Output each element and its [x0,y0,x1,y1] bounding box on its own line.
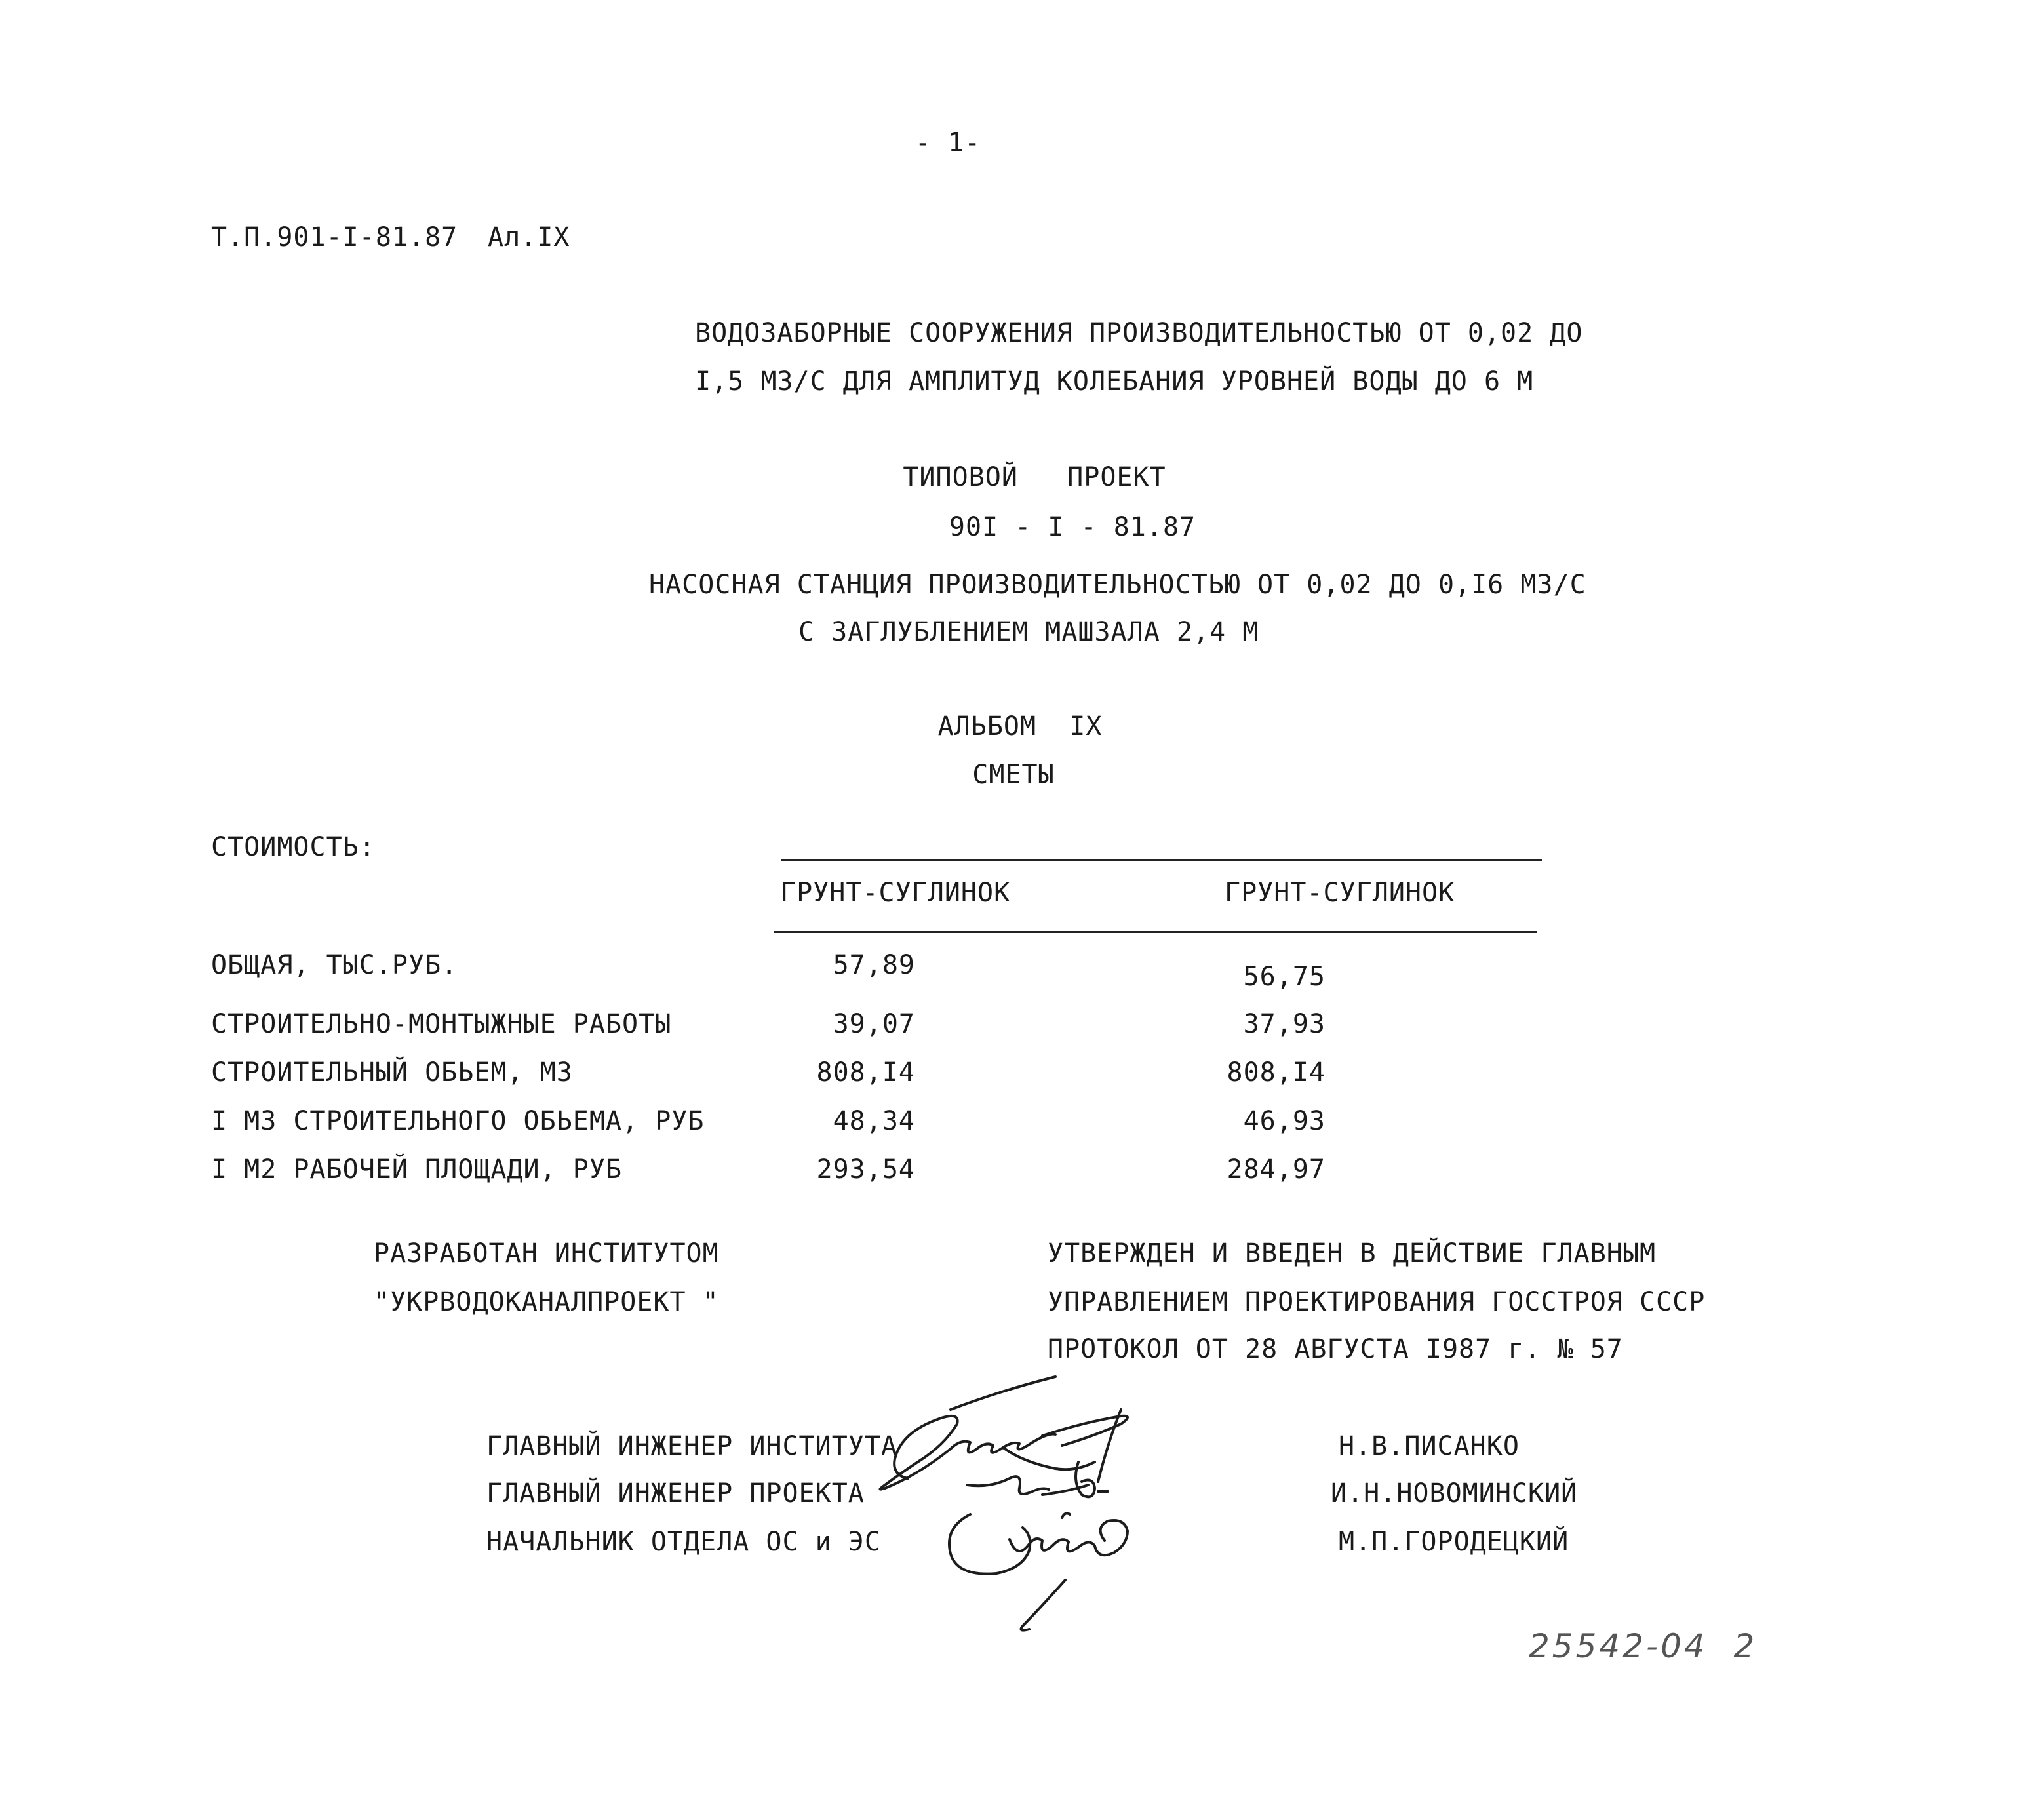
archive-number: 25542-04 2 [1529,1627,1758,1665]
approval-line-2: УПРАВЛЕНИЕМ ПРОЕКТИРОВАНИЯ ГОССТРОЯ СССР [1048,1287,1706,1317]
album-subtitle: СМЕТЫ [972,760,1055,790]
value-col-1: 39,07 [833,1009,915,1039]
cost-label: СТОИМОСТЬ: [211,832,376,862]
signatory-role: ГЛАВНЫЙ ИНЖЕНЕР ИНСТИТУТА [486,1431,898,1461]
title-line-1: ВОДОЗАБОРНЫЕ СООРУЖЕНИЯ ПРОИЗВОДИТЕЛЬНОСТЬЮ ОТ 0,02 ДО [695,318,1583,348]
value-col-1: 293,54 [816,1155,915,1185]
row-label: СТРОИТЕЛЬНО-МОНТЫЖНЫЕ РАБОТЫ [211,1009,672,1039]
signatory-role: ГЛАВНЫЙ ИНЖЕНЕР ПРОЕКТА [486,1478,865,1509]
value-col-1: 808,I4 [816,1057,915,1088]
developer-line-2: "УКРВОДОКАНАЛПРОЕКТ " [374,1287,719,1317]
row-label: I М2 РАБОЧЕЙ ПЛОЩАДИ, РУБ [211,1155,623,1185]
signatory-role: НАЧАЛЬНИК ОТДЕЛА ОС и ЭС [486,1527,881,1557]
table-header-rule [774,931,1537,933]
column-header-2: ГРУНТ-СУГЛИНОК [1225,878,1455,908]
signatory-name: М.П.ГОРОДЕЦКИЙ [1339,1527,1569,1557]
handwritten-signatures [846,1364,1200,1639]
value-col-2: 284,97 [1227,1155,1326,1185]
station-line-2: С ЗАГЛУБЛЕНИЕМ МАШЗАЛА 2,4 М [798,617,1259,647]
document-code: Т.П.901-I-81.87 [211,222,458,252]
album-reference: Ал.IX [488,222,570,252]
signatory-name: И.Н.НОВОМИНСКИЙ [1331,1478,1578,1509]
project-number: 90I - I - 81.87 [949,512,1196,542]
row-label: СТРОИТЕЛЬНЫЙ ОБЬЕМ, М3 [211,1057,573,1088]
signatory-name: Н.В.ПИСАНКО [1339,1431,1520,1461]
value-col-1: 57,89 [833,950,915,980]
value-col-2: 56,75 [1243,962,1326,992]
row-label: ОБЩАЯ, ТЫС.РУБ. [211,950,458,980]
value-col-2: 37,93 [1243,1009,1326,1039]
approval-line-1: УТВЕРЖДЕН И ВВЕДЕН В ДЕЙСТВИЕ ГЛАВНЫМ [1048,1238,1657,1269]
value-col-2: 808,I4 [1227,1057,1326,1088]
title-line-2: I,5 М3/С ДЛЯ АМПЛИТУД КОЛЕБАНИЯ УРОВНЕЙ ВОДЫ ДО 6 М [695,366,1534,397]
value-col-1: 48,34 [833,1106,915,1136]
approval-line-3: ПРОТОКОЛ ОТ 28 АВГУСТА I987 г. № 57 [1048,1334,1623,1364]
developer-line-1: РАЗРАБОТАН ИНСТИТУТОМ [374,1238,719,1269]
page-number: - 1- [914,128,981,158]
column-header-1: ГРУНТ-СУГЛИНОК [780,878,1011,908]
album-label: АЛЬБОМ IX [937,711,1103,741]
project-label: ТИПОВОЙ ПРОЕКТ [903,462,1166,492]
value-col-2: 46,93 [1243,1106,1326,1136]
station-line-1: НАСОСНАЯ СТАНЦИЯ ПРОИЗВОДИТЕЛЬНОСТЬЮ ОТ 0,02 ДО 0,I6 М3/С [649,570,1586,600]
table-top-rule [781,859,1542,861]
row-label: I М3 СТРОИТЕЛЬНОГО ОБЬЕМА, РУБ [211,1106,705,1136]
